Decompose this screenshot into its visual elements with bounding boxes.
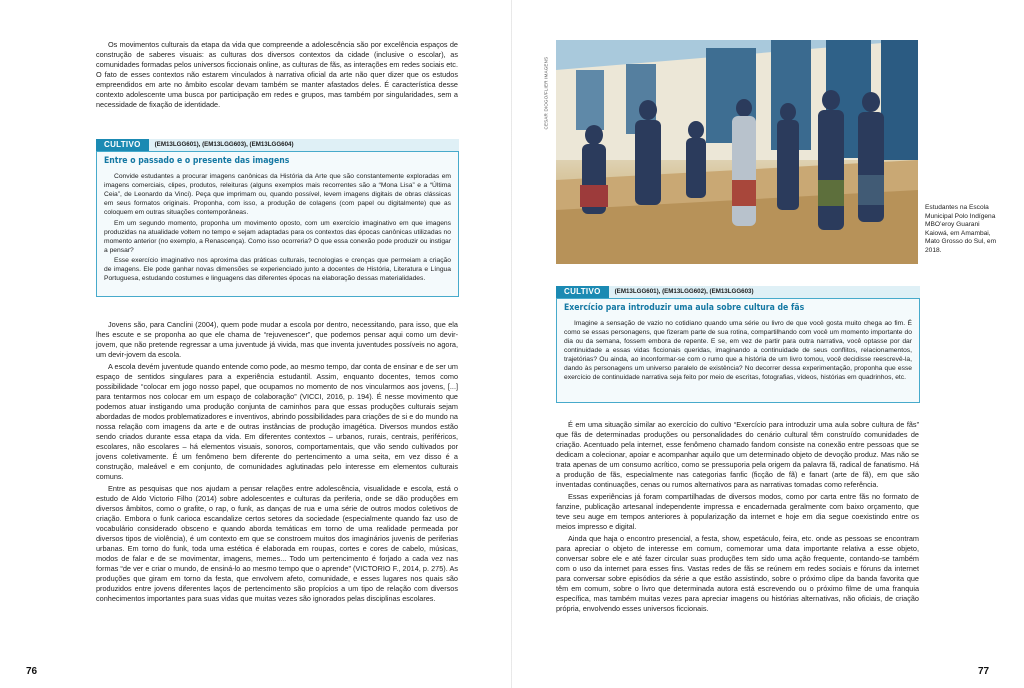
intro-paragraph: Os movimentos culturais da etapa da vida que compreende a adolescência são por excelência espaços de construção de saberes visuais: as culturas dos diversos contextos da cidade (inclusive o escolar), as comunidades formadas pelos universos ficcionais online, as culturas de fãs, as interações em redes sociais etc. O fato de esses contextos não estarem vinculados à narrativa oficial da arte não quer dizer que os estudos empreendidos em arte no âmbito escolar devam também se manter afastados deles. É característica desse contexto adolescente uma busca por participação em redes e grupos, mas também por singularidades, sem a necessidade de fixação de identidade. bbox=[96, 40, 458, 109]
cultivo-tag: CULTIVO bbox=[556, 286, 609, 298]
body-paragraph: Jovens são, para Canclini (2004), quem pode mudar a escola por dentro, necessitando, para isso, que ela lhes escute e se proponha ao que ele chama de “rejuvenescer”, que podemos pensar aqui como um devir-jovem, que não pretende regressar a uma juventude já vivida, mas que inventa juventudes possíveis no agora, um devir-jovem da escola. bbox=[96, 320, 458, 359]
cultivo-title: Exercício para introduzir uma aula sobre cultura de fãs bbox=[564, 303, 805, 313]
cultivo-box-left bbox=[96, 139, 459, 297]
cultivo-header bbox=[96, 139, 459, 151]
photo-credit: CESAR DIOGO/FLIER IMAGENS bbox=[543, 56, 549, 130]
cultivo-paragraph: Em um segundo momento, proponha um movimento oposto, com um exercício imaginativo em que imagens produzidas na atualidade voltem no tempo e sejam adaptadas para os contextos das épocas canônicas utilizadas no momento anterior (no exemplo, a Renascença). Como isso ocorreria? O que essa conexão pode produzir ou instigar a pensar? bbox=[104, 219, 451, 254]
cultivo-title: Entre o passado e o presente das imagens bbox=[104, 156, 290, 166]
page-number-left: 76 bbox=[26, 666, 38, 677]
cultivo-paragraph: Esse exercício imaginativo nos aproxima das práticas culturais, tecnologias e crenças que permeiam a criação de imagens. Ele pode ganhar novas dimensões se experienciado junto a docentes de História, Literatura e Língua Portuguesa, estudando costumes e linguagens das diferentes épocas na elaboração dessas materialidades. bbox=[104, 257, 451, 282]
cultivo-content bbox=[96, 151, 459, 297]
body-paragraph: É em uma situação similar ao exercício do cultivo “Exercício para introduzir uma aula sobre cultura de fãs” que fãs de determinadas produções ou personalidades do cenário cultural têm construído comunidades de criação. Acentuado pela internet, esse fenômeno chamado fandom consiste na conexão entre pessoas que se dedicam a colecionar, apoiar e acompanhar aquilo que um determinado objeto de devoção produz. Mas não se trata apenas de um consumo acrítico, como se pressuporia pela origem da palavra fã, radical de fanatismo. Há a produção de fãs, especialmente nas categorias fanfic (ficção de fã) e fanart (arte de fã), em que são inventadas continuações, cenas ou rumos alternativos para as narrativas tomadas como referência. bbox=[556, 420, 919, 489]
students-photo bbox=[556, 40, 918, 264]
cultivo-paragraph: Convide estudantes a procurar imagens canônicas da História da Arte que são constantemente exploradas em imagens comerciais, clipes, produtos, releituras (alguns exemplos mais recorrentes são a “Mona Lisa” e a “Última Ceia”, de Leonardo da Vinci). Peça que imprimam ou, quando possível, levem imagens digitais de obras clássicas em seus formatos originais. Proponha, com isso, a produção de colagens (com papel ou digitalmente) que as coloquem em outras situações contemporâneas. bbox=[104, 173, 451, 216]
right-body-text bbox=[556, 420, 919, 616]
cultivo-paragraph: Imagine a sensação de vazio no cotidiano quando uma série ou livro de que você gosta muito chega ao fim. É como se essas personagens, que fizeram parte de sua rotina, compartilhando com você um momento importante do dia ou da semana, fossem embora de repente. E se, em vez de partir para outra narrativa, você optasse por dar continuidade a essas vidas ficcionais queridas, imaginando a continuidade de seus conflitos, relacionamentos, trajetórias? Ou ainda, ao inconformar-se com o rumo que a história de um livro tomou, você decidisse reescrevê-la, dando às personagens um universo paralelo de existência? No decorrer dessa experimentação, proponha que esse exercício de continuidade narrativa seja feito por meio de escritas, fotografias, vídeos, histórias em quadrinhos, etc. bbox=[564, 320, 912, 381]
cultivo-content bbox=[556, 298, 920, 403]
photo-caption: Estudantes na Escola Municipal Polo Indígena MBO’eroy Guarani Kaiowá, em Amambai, Mato Grosso do Sul, em 2018. bbox=[925, 204, 997, 254]
cultivo-codes: (EM13LGG601), (EM13LGG602), (EM13LGG603) bbox=[609, 286, 920, 298]
body-paragraph: Essas experiências já foram compartilhadas de diversos modos, como por carta entre fãs no formato de fanzine, publicação artesanal independente impressa e encadernada geralmente com baixo orçamento, que teve seu auge em tempos anteriores à popularização da internet e hoje em dia segue coexistindo entre os meios impresso e digital. bbox=[556, 492, 919, 531]
body-paragraph: Ainda que haja o encontro presencial, a festa, show, espetáculo, feira, etc. onde as pessoas se encontram para apreciar o objeto de interesse em comum, comemorar uma data importante relativa a esse objeto, conversar sobre ele e até fazer circular suas produções tem sido uma ação frequente, contando-se também com o uso da internet para esses fins. Vastas redes de fãs se reúnem em redes sociais e fóruns da internet para conversar sobre episódios da série a que estão assistindo, sobre o próximo clipe da banda favorita que têm em comum, sobre o livro que determinada autora está escrevendo ou o próximo filme de uma franquia específica, mas também muitas vezes para apreciar imagens ou histórias alternativas, não oficiais, de criação própria, envolvendo esses universos ficcionais. bbox=[556, 534, 919, 613]
body-paragraph: Entre as pesquisas que nos ajudam a pensar relações entre adolescência, visualidade e escola, está o estudo de Aldo Victorio Filho (2014) sobre adolescentes e culturas da periferia, onde se dão produções em diversos âmbitos, como o grafite, o rap, o funk, as danças de rua e uma série de outros modos coletivos de criação. Embora o funk carioca escandalize certos setores da sociedade (especialmente quando faz uso de vocabulário considerado obsceno e quando aborda temáticas em torno de uma realidade permeada por diversos tipos de violência), é um contexto em que se constroem muitos dos imaginários juvenis de periferias urbanas. Em torno do funk, toda uma estética é elaborada em roupas, cortes e cores de cabelo, músicas, modos de falar e de se movimentar, imagens, memes... Todo um pertencimento é forjado a cada vez nas formas “de ver e criar o mundo, de ensiná-lo ao mesmo tempo que o aprende” (VICTORIO F., 2014, p. 275). As produções que giram em torno da festa, que envolvem afeto, comunidade, e esses lugares nos quais são produzidos entre jovens diferentes laços de pertencimento são propícios a um tipo de relação com diversos conhecimentos importantes para suas vidas que muitas vezes são ignorados pelas disciplinas escolares. bbox=[96, 484, 458, 603]
school-corridor-illustration bbox=[556, 40, 918, 264]
cultivo-header bbox=[556, 286, 920, 298]
cultivo-box-right bbox=[556, 286, 920, 403]
left-body-text bbox=[96, 320, 458, 606]
left-intro bbox=[96, 40, 458, 112]
cultivo-codes: (EM13LGG601), (EM13LGG603), (EM13LGG604) bbox=[149, 139, 459, 151]
cultivo-tag: CULTIVO bbox=[96, 139, 149, 151]
body-paragraph: A escola devém juventude quando entende como pode, ao mesmo tempo, dar conta de ensinar e de ser um espaço de sentidos singulares para a experiência estudantil. Assim, enquanto docentes, temos como possibilidade “colocar em jogo nosso papel, que ocupamos no momento de nos vincularmos aos jovens, [...] para tentarmos nos colocar em um espaço de colaboração” (VICCI, 2016, p. 194). É nesse movimento que podemos atuar instigando uma produção conjunta de caminhos para que essas produções culturais sejam abordadas de modos problematizadores e inventivos, abrindo possibilidades para criações de si e do mundo na nossa relação com imagens da arte e de outras instâncias de produção imagética. Diversos mundos estão sendo criados durante essa etapa da vida. Em diferentes contextos – urbanos, rurais, centrais, periféricos, escolares, não escolares – há elementos visuais, sonoros, comportamentais, que vão sendo cultivados por jovens coletivamente. É um fenômeno bem diferente do pertencimento a uma seita, em vez disso é a construção, maleável e em conjunto, de comunidades aglutinadas pelo interesse em elementos culturais comuns. bbox=[96, 362, 458, 481]
page-number-right: 77 bbox=[978, 666, 990, 677]
